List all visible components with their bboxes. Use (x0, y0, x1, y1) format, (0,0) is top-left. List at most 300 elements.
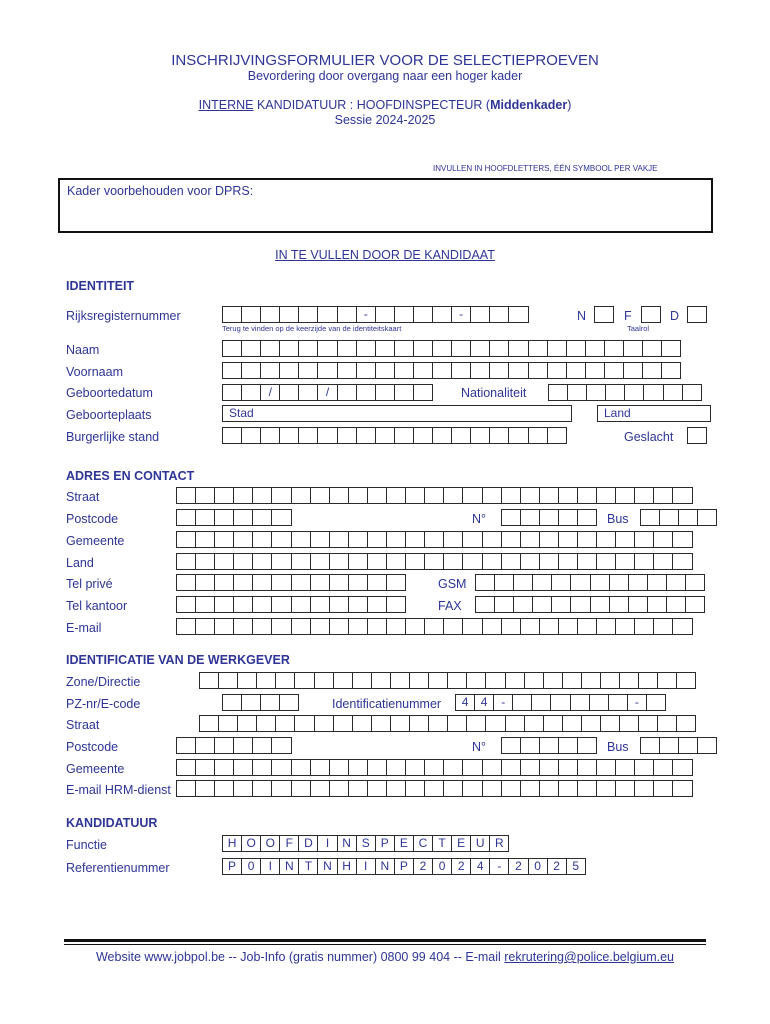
burgerlijke-stand-row[interactable] (222, 427, 566, 444)
input-cell[interactable] (470, 427, 490, 444)
input-cell[interactable] (590, 596, 610, 613)
input-cell[interactable] (640, 737, 660, 754)
input-cell[interactable] (539, 553, 559, 570)
input-cell[interactable] (659, 509, 679, 526)
input-cell[interactable] (685, 596, 705, 613)
input-cell[interactable]: I (317, 835, 337, 852)
input-cell[interactable] (501, 509, 521, 526)
postcode-row[interactable] (176, 509, 291, 526)
input-cell[interactable] (348, 487, 368, 504)
input-cell[interactable] (501, 737, 521, 754)
input-cell[interactable] (666, 574, 686, 591)
input-cell[interactable] (577, 509, 597, 526)
input-cell[interactable] (547, 427, 567, 444)
input-cell[interactable] (375, 362, 395, 379)
straat-row[interactable] (176, 487, 692, 504)
input-cell[interactable] (520, 531, 540, 548)
input-cell[interactable] (653, 618, 673, 635)
input-cell[interactable]: U (470, 835, 490, 852)
input-cell[interactable] (609, 574, 629, 591)
nr-row[interactable] (501, 509, 596, 526)
input-cell[interactable] (405, 759, 425, 776)
input-cell[interactable] (475, 596, 495, 613)
input-cell[interactable] (532, 596, 552, 613)
input-cell[interactable] (214, 596, 234, 613)
input-cell[interactable] (279, 384, 299, 401)
input-cell[interactable] (405, 487, 425, 504)
input-cell[interactable] (413, 384, 433, 401)
tel-kantoor-row[interactable] (176, 596, 405, 613)
input-cell[interactable] (643, 384, 663, 401)
input-cell[interactable]: N (375, 858, 395, 875)
input-cell[interactable] (271, 759, 291, 776)
input-cell[interactable] (558, 737, 578, 754)
input-cell[interactable] (432, 306, 452, 323)
input-cell[interactable] (432, 427, 452, 444)
input-cell[interactable] (577, 780, 597, 797)
input-cell[interactable] (195, 487, 215, 504)
input-cell[interactable] (314, 715, 334, 732)
input-cell[interactable] (386, 596, 406, 613)
input-cell[interactable] (676, 715, 696, 732)
input-cell[interactable] (604, 340, 624, 357)
input-cell[interactable] (581, 672, 601, 689)
input-cell[interactable] (624, 384, 644, 401)
input-cell[interactable] (260, 306, 280, 323)
input-cell[interactable] (310, 574, 330, 591)
input-cell[interactable] (489, 306, 509, 323)
input-cell[interactable] (638, 715, 658, 732)
input-cell[interactable] (508, 340, 528, 357)
input-cell[interactable] (577, 737, 597, 754)
input-cell[interactable] (596, 487, 616, 504)
input-cell[interactable] (672, 759, 692, 776)
input-cell[interactable] (462, 759, 482, 776)
input-cell[interactable] (195, 531, 215, 548)
input-cell[interactable] (634, 618, 654, 635)
input-cell[interactable] (237, 715, 257, 732)
input-cell[interactable] (256, 672, 276, 689)
input-cell[interactable] (176, 574, 196, 591)
input-cell[interactable] (558, 780, 578, 797)
input-cell[interactable] (634, 759, 654, 776)
input-cell[interactable] (241, 340, 261, 357)
input-cell[interactable]: T (432, 835, 452, 852)
employer-gemeente-row[interactable] (176, 759, 692, 776)
input-cell[interactable] (501, 553, 521, 570)
input-cell[interactable] (443, 759, 463, 776)
input-cell[interactable] (508, 306, 528, 323)
input-cell[interactable] (489, 362, 509, 379)
ident-row[interactable] (455, 694, 665, 711)
input-cell[interactable] (615, 553, 635, 570)
input-cell[interactable] (501, 531, 521, 548)
input-cell[interactable] (532, 574, 552, 591)
geslacht-box[interactable] (687, 427, 707, 444)
input-cell[interactable] (577, 531, 597, 548)
input-cell[interactable] (608, 694, 628, 711)
input-cell[interactable] (199, 715, 219, 732)
input-cell[interactable] (634, 487, 654, 504)
input-cell[interactable] (672, 531, 692, 548)
input-cell[interactable] (678, 737, 698, 754)
input-cell[interactable] (547, 340, 567, 357)
input-cell[interactable] (596, 780, 616, 797)
input-cell[interactable] (252, 759, 272, 776)
input-cell[interactable]: 2 (413, 858, 433, 875)
input-cell[interactable] (271, 553, 291, 570)
input-cell[interactable] (577, 487, 597, 504)
input-cell[interactable] (199, 672, 219, 689)
input-cell[interactable] (241, 306, 261, 323)
input-cell[interactable] (241, 384, 261, 401)
input-cell[interactable] (443, 618, 463, 635)
input-cell[interactable] (356, 427, 376, 444)
functie-row[interactable] (222, 835, 508, 852)
input-cell[interactable] (682, 384, 702, 401)
email-row[interactable] (176, 618, 692, 635)
input-cell[interactable] (405, 780, 425, 797)
input-cell[interactable] (524, 715, 544, 732)
gemeente-row[interactable] (176, 531, 692, 548)
input-cell[interactable] (413, 362, 433, 379)
input-cell[interactable] (291, 759, 311, 776)
input-cell[interactable] (619, 715, 639, 732)
input-cell[interactable] (279, 340, 299, 357)
input-cell[interactable]: 0 (528, 858, 548, 875)
input-cell[interactable] (214, 618, 234, 635)
input-cell[interactable] (604, 362, 624, 379)
input-cell[interactable] (482, 780, 502, 797)
input-cell[interactable] (241, 427, 261, 444)
input-cell[interactable] (570, 694, 590, 711)
input-cell[interactable] (241, 362, 261, 379)
input-cell[interactable] (482, 487, 502, 504)
input-cell[interactable] (653, 553, 673, 570)
input-cell[interactable] (482, 531, 502, 548)
input-cell[interactable] (424, 618, 444, 635)
tel-prive-row[interactable] (176, 574, 405, 591)
input-cell[interactable]: 4 (455, 694, 475, 711)
input-cell[interactable] (470, 362, 490, 379)
input-cell[interactable]: P (394, 858, 414, 875)
input-cell[interactable] (348, 780, 368, 797)
input-cell[interactable] (310, 780, 330, 797)
input-cell[interactable] (462, 780, 482, 797)
input-cell[interactable] (367, 759, 387, 776)
input-cell[interactable] (275, 672, 295, 689)
input-cell[interactable] (291, 780, 311, 797)
input-cell[interactable] (237, 672, 257, 689)
input-cell[interactable] (672, 553, 692, 570)
input-cell[interactable] (386, 531, 406, 548)
input-cell[interactable] (394, 362, 414, 379)
input-cell[interactable] (214, 487, 234, 504)
input-cell[interactable] (640, 509, 660, 526)
input-cell[interactable] (543, 672, 563, 689)
input-cell[interactable] (539, 780, 559, 797)
input-cell[interactable] (566, 340, 586, 357)
input-cell[interactable] (310, 618, 330, 635)
input-cell[interactable] (176, 596, 196, 613)
input-cell[interactable] (367, 553, 387, 570)
employer-postcode-row[interactable] (176, 737, 291, 754)
input-cell[interactable] (367, 574, 387, 591)
input-cell[interactable] (317, 306, 337, 323)
input-cell[interactable] (424, 780, 444, 797)
input-cell[interactable] (482, 618, 502, 635)
input-cell[interactable] (367, 487, 387, 504)
input-cell[interactable] (489, 340, 509, 357)
input-cell[interactable]: 4 (474, 694, 494, 711)
input-cell[interactable] (494, 596, 514, 613)
input-cell[interactable]: N (337, 835, 357, 852)
input-cell[interactable] (291, 618, 311, 635)
naam-row[interactable] (222, 340, 680, 357)
input-cell[interactable]: 0 (241, 858, 261, 875)
input-cell[interactable] (386, 780, 406, 797)
input-cell[interactable] (562, 672, 582, 689)
input-cell[interactable] (470, 306, 490, 323)
input-cell[interactable] (337, 427, 357, 444)
input-cell[interactable] (233, 531, 253, 548)
input-cell[interactable] (531, 694, 551, 711)
input-cell[interactable] (443, 553, 463, 570)
input-cell[interactable] (195, 618, 215, 635)
input-cell[interactable] (176, 618, 196, 635)
input-cell[interactable] (195, 759, 215, 776)
input-cell[interactable] (405, 553, 425, 570)
input-cell[interactable] (233, 618, 253, 635)
input-cell[interactable]: D (298, 835, 318, 852)
input-cell[interactable] (501, 487, 521, 504)
input-cell[interactable] (329, 553, 349, 570)
voornaam-row[interactable] (222, 362, 680, 379)
employer-bus-row[interactable] (640, 737, 716, 754)
input-cell[interactable] (233, 737, 253, 754)
input-cell[interactable]: N (279, 858, 299, 875)
zone-row[interactable] (199, 672, 695, 689)
input-cell[interactable] (609, 596, 629, 613)
input-cell[interactable] (314, 672, 334, 689)
input-cell[interactable] (615, 531, 635, 548)
input-cell[interactable] (443, 780, 463, 797)
input-cell[interactable] (298, 384, 318, 401)
input-cell[interactable] (348, 759, 368, 776)
input-cell[interactable] (252, 618, 272, 635)
input-cell[interactable] (329, 759, 349, 776)
input-cell[interactable] (291, 553, 311, 570)
input-cell[interactable]: H (222, 835, 242, 852)
input-cell[interactable] (482, 759, 502, 776)
input-cell[interactable] (337, 340, 357, 357)
input-cell[interactable] (672, 618, 692, 635)
input-cell[interactable]: 4 (470, 858, 490, 875)
input-cell[interactable] (550, 694, 570, 711)
input-cell[interactable] (428, 715, 448, 732)
input-cell[interactable] (539, 618, 559, 635)
input-cell[interactable] (501, 618, 521, 635)
input-cell[interactable] (367, 618, 387, 635)
input-cell[interactable] (512, 694, 532, 711)
input-cell[interactable]: - (627, 694, 647, 711)
input-cell[interactable] (589, 694, 609, 711)
input-cell[interactable] (291, 531, 311, 548)
employer-straat-row[interactable] (199, 715, 695, 732)
input-cell[interactable] (394, 427, 414, 444)
input-cell[interactable] (214, 553, 234, 570)
input-cell[interactable] (577, 618, 597, 635)
input-cell[interactable] (333, 715, 353, 732)
land-row[interactable] (176, 553, 692, 570)
employer-nr-row[interactable] (501, 737, 596, 754)
input-cell[interactable] (558, 509, 578, 526)
input-cell[interactable] (375, 306, 395, 323)
input-cell[interactable] (176, 759, 196, 776)
input-cell[interactable] (337, 306, 357, 323)
input-cell[interactable] (470, 340, 490, 357)
input-cell[interactable] (551, 596, 571, 613)
input-cell[interactable] (298, 340, 318, 357)
input-cell[interactable] (466, 672, 486, 689)
input-cell[interactable] (653, 780, 673, 797)
input-cell[interactable] (634, 780, 654, 797)
input-cell[interactable] (275, 715, 295, 732)
input-cell[interactable] (615, 780, 635, 797)
input-cell[interactable] (462, 531, 482, 548)
input-cell[interactable] (291, 574, 311, 591)
input-cell[interactable] (348, 596, 368, 613)
input-cell[interactable] (371, 715, 391, 732)
input-cell[interactable] (642, 362, 662, 379)
input-cell[interactable]: - (493, 694, 513, 711)
input-cell[interactable] (222, 340, 242, 357)
input-cell[interactable] (294, 672, 314, 689)
gsm-row[interactable] (475, 574, 704, 591)
input-cell[interactable]: E (451, 835, 471, 852)
input-cell[interactable] (485, 715, 505, 732)
input-cell[interactable] (348, 531, 368, 548)
input-cell[interactable] (494, 574, 514, 591)
input-cell[interactable] (661, 362, 681, 379)
input-cell[interactable] (566, 362, 586, 379)
input-cell[interactable]: S (356, 835, 376, 852)
input-cell[interactable] (279, 694, 299, 711)
input-cell[interactable] (558, 553, 578, 570)
input-cell[interactable] (443, 487, 463, 504)
input-cell[interactable] (214, 509, 234, 526)
input-cell[interactable] (271, 618, 291, 635)
input-cell[interactable] (551, 574, 571, 591)
input-cell[interactable] (586, 384, 606, 401)
input-cell[interactable] (539, 509, 559, 526)
input-cell[interactable] (371, 672, 391, 689)
input-cell[interactable] (661, 340, 681, 357)
input-cell[interactable] (424, 487, 444, 504)
input-cell[interactable] (666, 596, 686, 613)
input-cell[interactable] (386, 553, 406, 570)
input-cell[interactable] (505, 715, 525, 732)
input-cell[interactable] (443, 531, 463, 548)
input-cell[interactable] (466, 715, 486, 732)
input-cell[interactable] (310, 759, 330, 776)
input-cell[interactable] (451, 340, 471, 357)
input-cell[interactable] (195, 596, 215, 613)
input-cell[interactable] (233, 574, 253, 591)
input-cell[interactable] (195, 574, 215, 591)
input-cell[interactable]: 5 (566, 858, 586, 875)
input-cell[interactable]: O (260, 835, 280, 852)
input-cell[interactable] (241, 694, 261, 711)
input-cell[interactable] (615, 487, 635, 504)
input-cell[interactable] (520, 487, 540, 504)
input-cell[interactable] (447, 672, 467, 689)
input-cell[interactable] (405, 618, 425, 635)
input-cell[interactable] (424, 531, 444, 548)
input-cell[interactable] (375, 340, 395, 357)
input-cell[interactable] (233, 487, 253, 504)
input-cell[interactable] (424, 553, 444, 570)
input-cell[interactable]: H (337, 858, 357, 875)
input-cell[interactable] (678, 509, 698, 526)
input-cell[interactable] (252, 487, 272, 504)
input-cell[interactable] (352, 715, 372, 732)
input-cell[interactable] (214, 574, 234, 591)
input-cell[interactable] (271, 509, 291, 526)
input-cell[interactable] (513, 596, 533, 613)
input-cell[interactable] (570, 596, 590, 613)
taalrol-n-box[interactable] (594, 306, 614, 323)
input-cell[interactable] (562, 715, 582, 732)
input-cell[interactable] (520, 737, 540, 754)
input-cell[interactable] (271, 737, 291, 754)
input-cell[interactable] (581, 715, 601, 732)
input-cell[interactable]: O (241, 835, 261, 852)
input-cell[interactable] (520, 553, 540, 570)
bus-row[interactable] (640, 509, 716, 526)
input-cell[interactable] (623, 340, 643, 357)
input-cell[interactable] (447, 715, 467, 732)
input-cell[interactable] (348, 618, 368, 635)
input-cell[interactable] (513, 574, 533, 591)
input-cell[interactable] (528, 340, 548, 357)
input-cell[interactable] (585, 340, 605, 357)
input-cell[interactable] (310, 553, 330, 570)
input-cell[interactable] (653, 487, 673, 504)
input-cell[interactable] (356, 340, 376, 357)
input-cell[interactable] (329, 531, 349, 548)
input-cell[interactable] (657, 715, 677, 732)
input-cell[interactable] (394, 384, 414, 401)
input-cell[interactable] (356, 384, 376, 401)
footer-email-link[interactable]: rekrutering@police.belgium.eu (504, 950, 674, 964)
input-cell[interactable] (176, 737, 196, 754)
input-cell[interactable] (520, 618, 540, 635)
input-cell[interactable] (348, 574, 368, 591)
input-cell[interactable] (547, 362, 567, 379)
input-cell[interactable]: - (489, 858, 509, 875)
input-cell[interactable] (615, 618, 635, 635)
input-cell[interactable] (409, 672, 429, 689)
input-cell[interactable] (252, 737, 272, 754)
input-cell[interactable] (310, 531, 330, 548)
input-cell[interactable] (697, 737, 717, 754)
input-cell[interactable] (501, 780, 521, 797)
input-cell[interactable] (271, 780, 291, 797)
input-cell[interactable] (294, 715, 314, 732)
input-cell[interactable] (356, 362, 376, 379)
input-cell[interactable] (176, 509, 196, 526)
